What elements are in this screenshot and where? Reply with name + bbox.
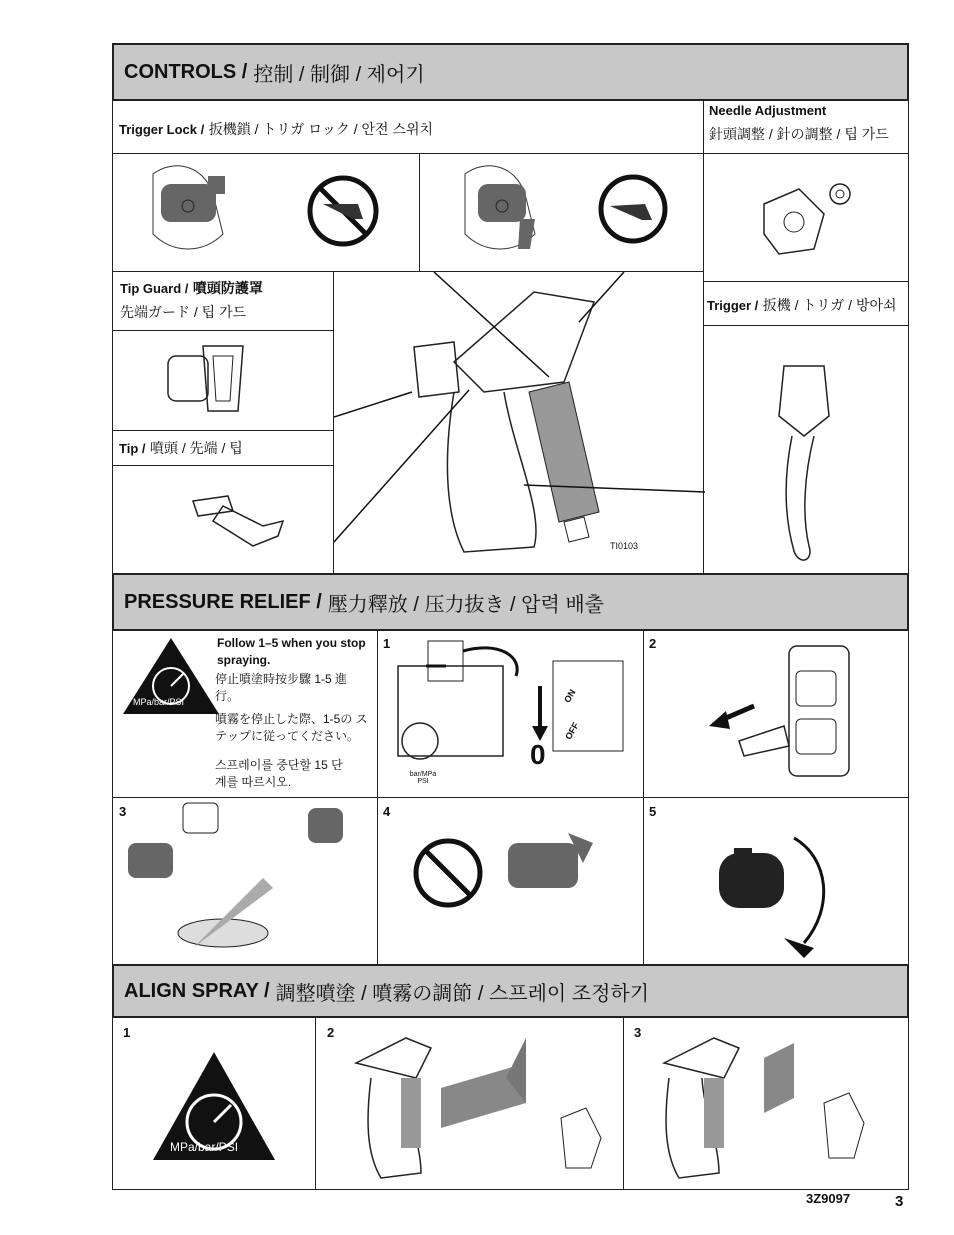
trigger-lock-disengaged-figure bbox=[419, 153, 704, 272]
pressure-step-4-number: 4 bbox=[383, 804, 391, 819]
trigger-lock-disengaged-drawing bbox=[420, 154, 705, 273]
pressure-title-cjk: 壓力釋放 / 压力抜き / 압력 배출 bbox=[327, 593, 604, 616]
pressure-gauge-warning-icon bbox=[121, 636, 221, 721]
off-label: OFF bbox=[563, 720, 581, 742]
pressure-step-1-number: 1 bbox=[383, 636, 391, 651]
tip-label-en: Tip / bbox=[119, 441, 146, 456]
align-step-3 bbox=[623, 1017, 909, 1190]
align-gauge-label: MPa/bar/PSI bbox=[170, 1140, 239, 1154]
pressure-step-3-drawing bbox=[113, 798, 379, 966]
tip-figure bbox=[112, 465, 334, 574]
pressure-step-5-number: 5 bbox=[649, 804, 657, 819]
align-step-3-number: 3 bbox=[634, 1025, 642, 1040]
pressure-step-4-drawing bbox=[378, 798, 645, 966]
controls-title-en: CONTROLS / bbox=[124, 60, 248, 83]
needle-label-cjk: 針頭調整 / 針の調整 / 팁 가드 bbox=[709, 126, 889, 142]
follow-steps-zh: 停止噴塗時按步驟 1-5 進行。 bbox=[215, 672, 348, 703]
pressure-step-2-drawing bbox=[644, 631, 910, 799]
align-step-1 bbox=[112, 1017, 316, 1190]
pressure-step-2-number: 2 bbox=[649, 636, 657, 651]
trigger-drawing bbox=[704, 326, 910, 575]
pressure-step-3 bbox=[112, 797, 378, 965]
trigger-label-cell bbox=[703, 281, 909, 326]
tip-guard-label-cell bbox=[112, 271, 334, 331]
small-gauge-label: bar/MPa PSI bbox=[409, 771, 437, 785]
on-label: ON bbox=[562, 687, 578, 705]
trigger-lock-engaged-drawing bbox=[113, 154, 421, 273]
document-number: 3Z9097 bbox=[806, 1191, 851, 1206]
pressure-step-5-drawing bbox=[644, 798, 910, 966]
pressure-step-4 bbox=[377, 797, 644, 965]
tip-guard-label-en: Tip Guard / bbox=[120, 281, 189, 296]
tip-label-cell bbox=[112, 430, 334, 466]
follow-steps-ko: 스프레이를 중단할 15 단계를 따르시오. bbox=[215, 758, 343, 789]
pressure-step-3-number: 3 bbox=[119, 804, 127, 819]
page-number: 3 bbox=[895, 1193, 904, 1210]
trigger-lock-engaged-figure bbox=[112, 153, 420, 272]
tip-guard-figure bbox=[112, 330, 334, 431]
tip-label-cjk: 噴頭 / 先端 / 팁 bbox=[149, 440, 243, 456]
controls-header bbox=[112, 43, 909, 101]
pressure-relief-header bbox=[112, 573, 909, 631]
pressure-intro-cell bbox=[112, 630, 378, 798]
trigger-lock-label-cjk: 扳機鎖 / トリガ ロック / 안전 스위치 bbox=[208, 121, 434, 137]
spray-gun-drawing bbox=[334, 272, 705, 575]
trigger-figure bbox=[703, 325, 909, 574]
tip-guard-label-cjk1: 噴頭防護罩 bbox=[192, 280, 263, 296]
controls-title-cjk: 控制 / 制御 / 제어기 bbox=[253, 63, 425, 86]
tip-drawing bbox=[113, 466, 335, 575]
align-title-cjk: 調整噴塗 / 噴霧の調節 / 스프레이 조정하기 bbox=[275, 982, 650, 1005]
align-step-3-drawing bbox=[624, 1018, 910, 1191]
needle-label-en: Needle Adjustment bbox=[709, 103, 827, 118]
off-zero-symbol: 0 bbox=[530, 739, 546, 770]
align-step-2-drawing bbox=[316, 1018, 625, 1191]
follow-steps-ja: 噴霧を停止した際、1-5の ステップに従ってください。 bbox=[215, 712, 368, 743]
tip-guard-label-cjk2: 先端ガード / 팁 가드 bbox=[120, 304, 247, 320]
pressure-gauge-label: MPa/bar/PSI bbox=[133, 697, 185, 707]
trigger-lock-label-cell bbox=[112, 100, 704, 154]
align-title-en: ALIGN SPRAY / bbox=[124, 979, 270, 1002]
pressure-step-5 bbox=[643, 797, 909, 965]
align-step-2 bbox=[315, 1017, 624, 1190]
align-spray-header bbox=[112, 964, 909, 1018]
align-step-1-number: 1 bbox=[123, 1025, 131, 1040]
figure-id: TI0103 bbox=[610, 541, 639, 551]
pressure-step-1 bbox=[377, 630, 644, 798]
align-step-2-number: 2 bbox=[327, 1025, 335, 1040]
needle-adjustment-drawing bbox=[704, 154, 910, 283]
tip-guard-drawing bbox=[113, 331, 335, 432]
pressure-title-en: PRESSURE RELIEF / bbox=[124, 590, 322, 613]
trigger-lock-label-en: Trigger Lock / bbox=[119, 122, 205, 137]
pressure-step-2 bbox=[643, 630, 909, 798]
spray-gun-main-figure bbox=[333, 271, 704, 574]
needle-adjustment-figure bbox=[703, 153, 909, 282]
needle-adjustment-label-cell bbox=[703, 100, 909, 154]
trigger-label-cjk: 扳機 / トリガ / 방아쇠 bbox=[762, 297, 897, 313]
follow-steps-en: Follow 1–5 when you stop spraying. bbox=[217, 636, 366, 667]
trigger-label-en: Trigger / bbox=[707, 298, 759, 313]
